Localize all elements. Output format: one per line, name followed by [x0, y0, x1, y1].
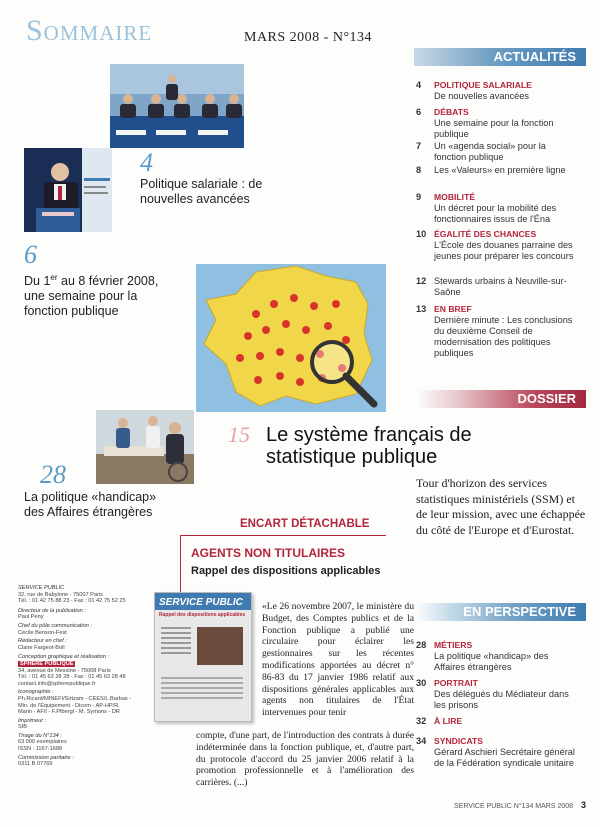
encart-article-part1: «Le 26 novembre 2007, le ministère du Budget, des Comptes publics et de la Fonction publique a publié une circulaire pour éclairer les gestionnaires sur les récentes modifications apportées au décret n° 86-83 du 17 janvier 1986 relatif aux dispositions générales applicables aux agents non titulaires de l'État intervenues pour tenir [262, 601, 414, 719]
feature-number: 6 [24, 240, 37, 269]
thumbnail-photo [197, 627, 243, 665]
thumbnail-text-lines [161, 627, 191, 671]
map-france [196, 264, 386, 412]
agency-logo: SPHERE PUBLIQUE [20, 660, 74, 667]
toc-item[interactable]: 9 MOBILITÉ Un décret pour la mobilité des fonctionnaires issus de l'Éna [416, 192, 557, 224]
encart-label: ENCART DÉTACHABLE [240, 518, 370, 530]
feature-number: 4 [140, 148, 153, 177]
toc-item[interactable]: 4 POLITIQUE SALARIALE De nouvelles avancées [416, 80, 532, 101]
conference-illustration [110, 64, 244, 148]
feature-caption: La politique «handicap» des Affaires étrangères [24, 490, 157, 519]
photo-speaker [24, 148, 112, 232]
dossier-number: 15 [228, 422, 250, 447]
dossier-description: Tour d'horizon des services statistiques ministériels (SSM) et de leur mission, avec une échappée du côté de l'Europe et d'Eurostat. [416, 476, 586, 537]
speaker-illustration [24, 148, 112, 232]
toc-item[interactable]: 6 DÉBATS Une semaine pour la fonction publique [416, 107, 554, 139]
toc-item[interactable]: 7 Un «agenda social» pour la fonction publique [416, 141, 546, 162]
encart-thumbnail[interactable] [154, 592, 252, 722]
footer-text: SERVICE PUBLIC N°134 MARS 2008 [454, 803, 574, 810]
encart-article-part2: compte, d'une part, de l'introduction des contrats à durée indéterminée dans la fonction publique, et, d'autre part, du protocole d'accord du 25 janvier 2006 relatif à la promotion professionnelle et à l'amélioration des carrières. (...) [196, 730, 414, 789]
encart-frame [180, 535, 182, 593]
perspective-toc [416, 640, 586, 790]
thumbnail-title: SERVICE PUBLIC [155, 593, 251, 610]
toc-item[interactable]: 30 PORTRAIT Des délégués du Médiateur dans les prisons [416, 678, 569, 710]
map-illustration [196, 264, 386, 412]
section-banner-perspective [414, 603, 586, 621]
thumbnail-subtitle: Rappel des dispositions applicables [159, 612, 246, 618]
dossier-title: Le système français de statistique publique [266, 424, 472, 468]
toc-item[interactable]: 13 EN BREF Dernière minute : Les conclusions du deuxième Conseil de modernisation des politiques publiques [416, 304, 573, 358]
photo-conference-panel [110, 64, 244, 148]
encart-title: AGENTS NON TITULAIRES [191, 546, 346, 560]
photo-office-meeting [96, 410, 194, 484]
page-number: 3 [580, 800, 586, 810]
feature-number: 28 [40, 460, 66, 489]
section-label: EN PERSPECTIVE [463, 604, 576, 619]
feature-caption: Politique salariale : de nouvelles avancées [140, 177, 263, 206]
page-footer [454, 800, 586, 810]
issue-label: MARS 2008 - N°134 [244, 30, 373, 45]
toc-item[interactable]: 12 Stewards urbains à Neuville-sur-Saône [416, 276, 567, 297]
section-label: ACTUALITÉS [493, 49, 576, 64]
toc-item[interactable]: 32 À LIRE [416, 716, 463, 726]
section-label: DOSSIER [517, 391, 576, 406]
toc-item[interactable]: 28 MÉTIERS La politique «handicap» des Affaires étrangères [416, 640, 549, 672]
feature-caption: Du 1er au 8 février 2008, une semaine pour la fonction publique [24, 273, 159, 319]
encart-subtitle: Rappel des dispositions applicables [191, 565, 381, 577]
thumbnail-columns [161, 677, 243, 713]
page-title: Sommaire [26, 14, 153, 47]
toc-item[interactable]: 8 Les «Valeurs» en première ligne [416, 165, 566, 175]
toc-item[interactable]: 34 SYNDICATS Gérard Aschieri Secrétaire général de la Fédération syndicale unitaire [416, 736, 575, 768]
encart-rule [180, 535, 386, 537]
section-banner-actualites [414, 48, 586, 66]
actualites-toc [416, 80, 586, 370]
toc-item[interactable]: 10 ÉGALITÉ DES CHANCES L'École des douanes parraine des jeunes pour préparer les concours [416, 229, 574, 261]
credits-block: SERVICE PUBLIC 32, rue de Babylone - 75007 Paris Tél. : 01 42 75 88 23 - Fax : 01 42 75 52 25 Directeur de la publication : Paul Peny Chef du pôle communication : Cécile Benson-Fest Rédacteur en chef : Claire Fargeot-Boll Conception graphique et réalisation : SPHERE PUBLIQUE 34, avenue de Messine - 75008 Paris Tél. : 01 45 63 28 28 - Fax : 01 45 63 28 48 contact.info@spherepublique.fr Iconographie : Ph.Ricard/MINEFI/Sirtzam - CEES/L.Barbas - Min. de l'Équipement - Dicom - AP-HP/R. Marin - AFII - F.Pfbergl - M. Symons - DR Imprimeur : SIB Tirage du N°134 : 63 000 exemplaires ISSN : 1167-1688 Commission paritaire : 0311 B 07769 [18, 585, 132, 768]
section-banner-dossier [414, 390, 586, 408]
meeting-illustration [96, 410, 194, 484]
